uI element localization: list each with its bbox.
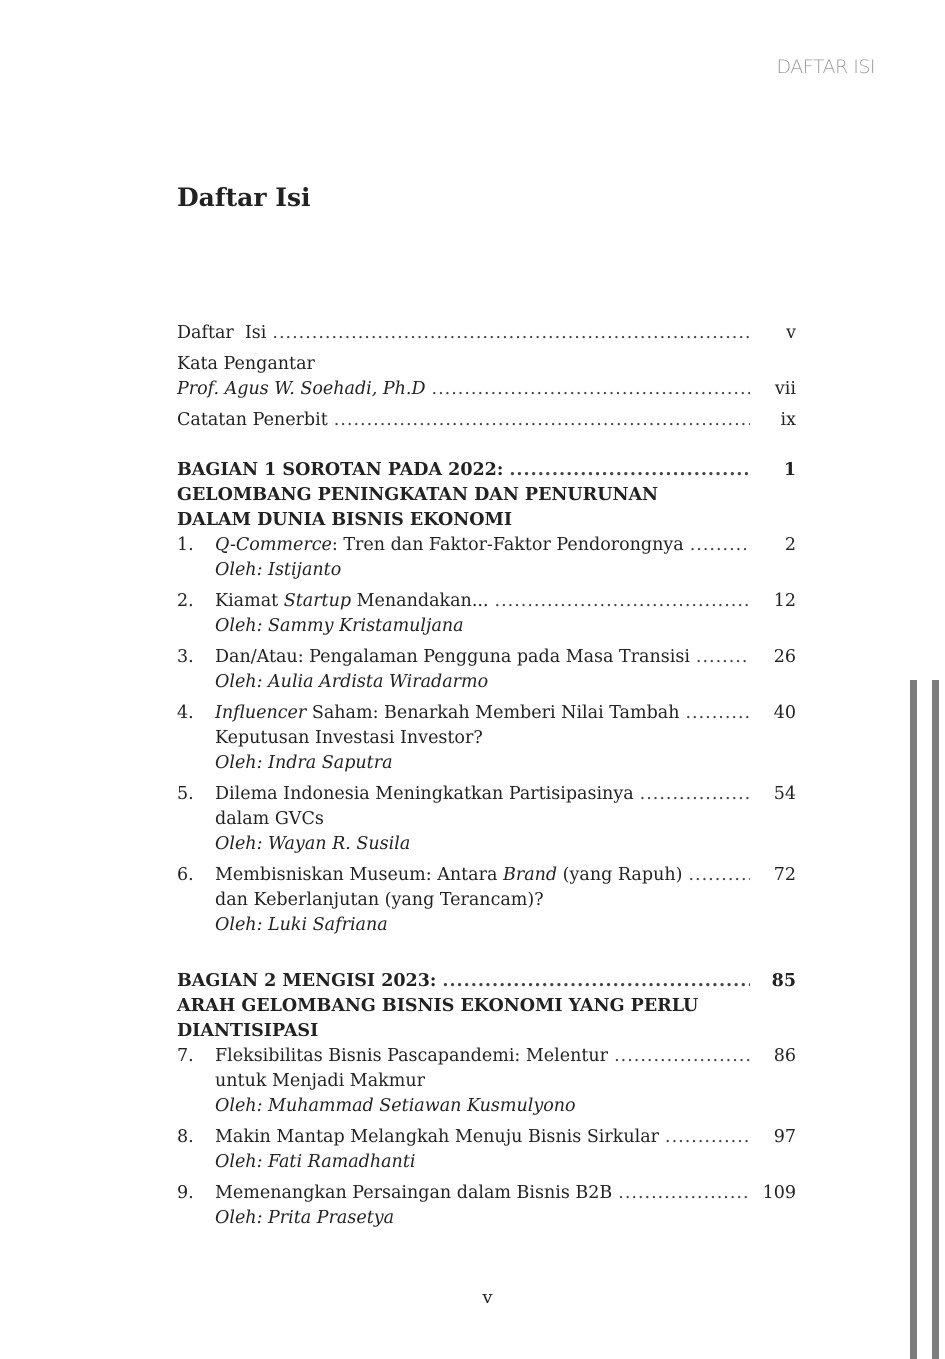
- chapter-author: Oleh: Istijanto: [215, 560, 342, 580]
- table-of-contents: [177, 321, 796, 1237]
- chapter-author: Oleh: Sammy Kristamuljana: [215, 616, 464, 636]
- toc-entry-page: 86: [773, 1046, 796, 1066]
- toc-part-2[interactable]: [177, 969, 796, 1044]
- toc-entry-page: 40: [773, 703, 796, 723]
- chapter-title-continued: dan Keberlanjutan (yang Terancam)?: [215, 890, 544, 910]
- toc-entry-label: Kata Pengantar: [177, 354, 315, 374]
- chapter-number: 7.: [177, 1046, 194, 1066]
- part-title-line: DALAM DUNIA BISNIS EKONOMI: [177, 510, 513, 530]
- toc-entry-catatan-penerbit[interactable]: [177, 408, 796, 433]
- dot-leader: [509, 458, 750, 483]
- dot-leader: [272, 321, 750, 346]
- toc-entry-label: Catatan Penerbit: [177, 410, 328, 430]
- chapter-number: 3.: [177, 647, 194, 667]
- toc-entry-page: 1: [783, 460, 796, 480]
- chapter-title: Dilema Indonesia Meningkatkan Partisipasinya: [215, 784, 634, 804]
- toc-chapter-8[interactable]: [177, 1125, 796, 1175]
- chapter-title: Dan/Atau: Pengalaman Pengguna pada Masa Transisi: [215, 647, 690, 667]
- chapter-number: 9.: [177, 1183, 194, 1203]
- toc-entry-kata-pengantar[interactable]: [177, 352, 796, 402]
- toc-entry-page: vii: [774, 379, 796, 399]
- chapter-author: Oleh: Luki Safriana: [215, 915, 388, 935]
- page-number: v: [482, 1287, 493, 1308]
- chapter-number: 2.: [177, 591, 194, 611]
- chapter-number: 6.: [177, 865, 194, 885]
- chapter-title: Influencer Saham: Benarkah Memberi Nilai Tambah: [215, 703, 680, 723]
- chapter-title-continued: Keputusan Investasi Investor?: [215, 728, 483, 748]
- chapter-number: 8.: [177, 1127, 194, 1147]
- toc-entry-page: ix: [780, 410, 796, 430]
- chapter-title-continued: dalam GVCs: [215, 809, 324, 829]
- chapter-title: Kiamat Startup Menandakan...: [215, 591, 489, 611]
- chapter-author: Oleh: Indra Saputra: [215, 753, 393, 773]
- dot-leader: [334, 408, 750, 433]
- chapter-author: Oleh: Wayan R. Susila: [215, 834, 411, 854]
- edge-bar-decoration: [910, 680, 917, 1359]
- toc-chapter-5[interactable]: [177, 782, 796, 857]
- toc-chapter-6[interactable]: [177, 863, 796, 938]
- toc-part-1[interactable]: [177, 458, 796, 533]
- page-title: Daftar Isi: [177, 183, 311, 212]
- toc-chapter-7[interactable]: [177, 1044, 796, 1119]
- chapter-title-continued: untuk Menjadi Makmur: [215, 1071, 425, 1091]
- dot-leader: [640, 782, 750, 807]
- dot-leader: [696, 645, 750, 670]
- part-title-line: BAGIAN 2 MENGISI 2023:: [177, 971, 437, 991]
- toc-chapter-2[interactable]: [177, 589, 796, 639]
- toc-entry-daftar-isi[interactable]: [177, 321, 796, 346]
- toc-chapter-1[interactable]: [177, 533, 796, 583]
- chapter-author: Oleh: Aulia Ardista Wiradarmo: [215, 672, 489, 692]
- part-title-line: DIANTISIPASI: [177, 1021, 319, 1041]
- part-title-line: ARAH GELOMBANG BISNIS EKONOMI YANG PERLU: [177, 996, 699, 1016]
- dot-leader: [688, 863, 750, 888]
- chapter-title: Q-Commerce: Tren dan Faktor-Faktor Pendorongnya: [215, 535, 684, 555]
- chapter-title: Membisniskan Museum: Antara Brand (yang Rapuh): [215, 865, 683, 885]
- dot-leader: [618, 1181, 750, 1206]
- chapter-author: Oleh: Prita Prasetya: [215, 1208, 395, 1228]
- toc-entry-page: 26: [773, 647, 796, 667]
- toc-entry-page: 85: [771, 971, 796, 991]
- toc-chapter-4[interactable]: [177, 701, 796, 776]
- toc-entry-page: 72: [773, 865, 796, 885]
- toc-entry-author: Prof. Agus W. Soehadi, Ph.D: [177, 379, 426, 399]
- running-head: DAFTAR ISI: [776, 56, 875, 78]
- toc-entry-page: v: [786, 323, 796, 343]
- toc-entry-page: 109: [762, 1183, 796, 1203]
- dot-leader: [614, 1044, 750, 1069]
- dot-leader: [665, 1125, 750, 1150]
- chapter-author: Oleh: Fati Ramadhanti: [215, 1152, 416, 1172]
- toc-entry-page: 54: [773, 784, 796, 804]
- dot-leader: [432, 377, 750, 402]
- toc-entry-page: 97: [773, 1127, 796, 1147]
- dot-leader: [442, 969, 750, 994]
- toc-entry-page: 12: [773, 591, 796, 611]
- edge-bar-decoration: [932, 680, 939, 1359]
- chapter-title: Makin Mantap Melangkah Menuju Bisnis Sirkular: [215, 1127, 660, 1147]
- toc-chapter-9[interactable]: [177, 1181, 796, 1231]
- chapter-number: 1.: [177, 535, 194, 555]
- chapter-title: Fleksibilitas Bisnis Pascapandemi: Melentur: [215, 1046, 609, 1066]
- dot-leader: [685, 701, 750, 726]
- chapter-title: Memenangkan Persaingan dalam Bisnis B2B: [215, 1183, 613, 1203]
- chapter-number: 4.: [177, 703, 194, 723]
- chapter-author: Oleh: Muhammad Setiawan Kusmulyono: [215, 1096, 576, 1116]
- toc-entry-page: 2: [784, 535, 796, 555]
- toc-chapter-3[interactable]: [177, 645, 796, 695]
- part-title-line: BAGIAN 1 SOROTAN PADA 2022:: [177, 460, 504, 480]
- dot-leader: [690, 533, 750, 558]
- toc-entry-label: Daftar Isi: [177, 323, 267, 343]
- dot-leader: [495, 589, 750, 614]
- chapter-number: 5.: [177, 784, 194, 804]
- part-title-line: GELOMBANG PENINGKATAN DAN PENURUNAN: [177, 485, 659, 505]
